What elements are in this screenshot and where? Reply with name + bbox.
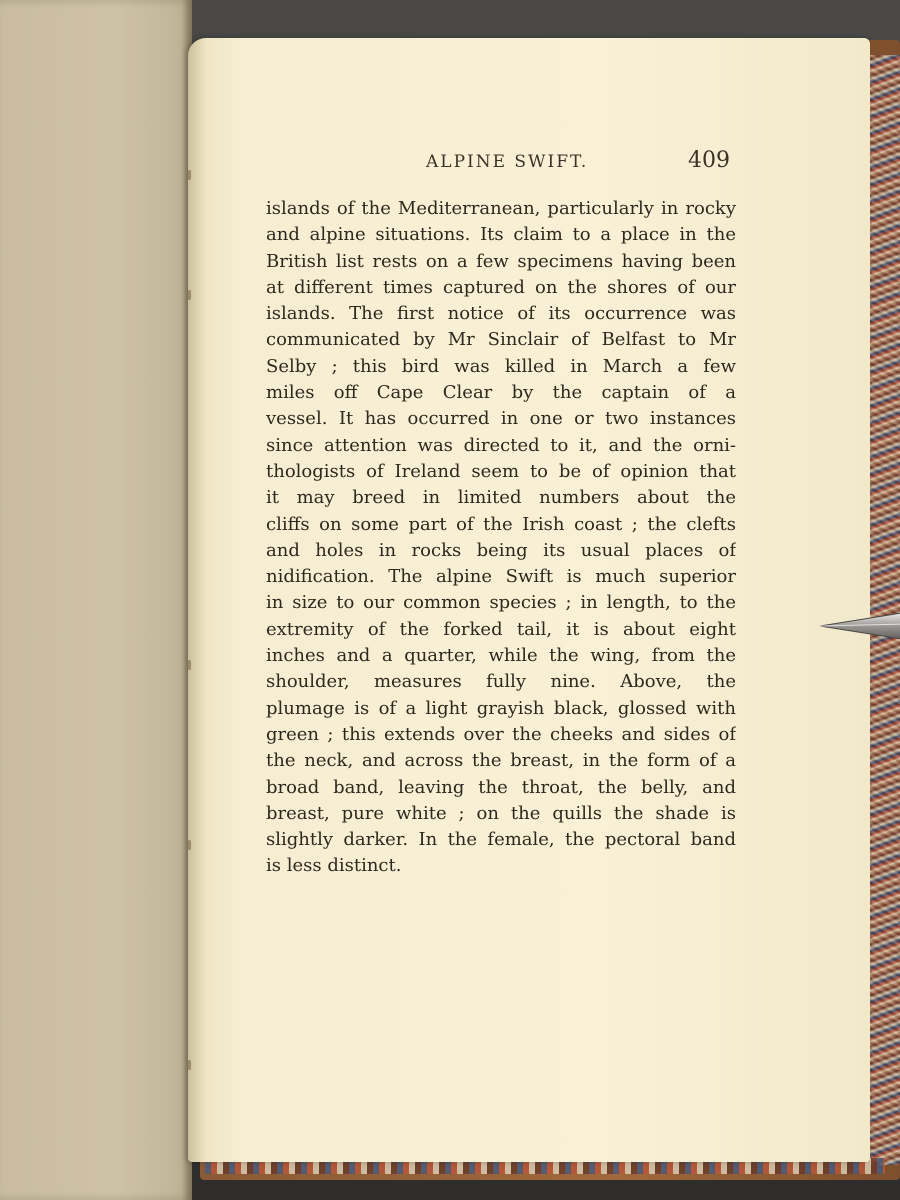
text-line: at different times captured on the shores of our: [266, 276, 736, 298]
text-line: shoulder, measures fully nine. Above, the: [266, 671, 736, 693]
text-line: slightly darker. In the female, the pectoral band: [266, 829, 736, 851]
stitch-hole: [188, 170, 191, 180]
text-line: is less distinct.: [266, 855, 402, 877]
text-line: islands of the Mediterranean, particularly in rocky: [266, 198, 736, 219]
text-line: inches and a quarter, while the wing, from the: [266, 645, 736, 667]
body-text: [266, 196, 736, 880]
text-line: since attention was directed to it, and the orni-: [266, 434, 736, 456]
letter-opener-icon: [818, 606, 900, 646]
text-line: broad band, leaving the throat, the belly, and: [266, 776, 736, 798]
text-line: the neck, and across the breast, in the form of a: [266, 750, 736, 772]
stitch-hole: [188, 660, 191, 670]
page-number: 409: [688, 148, 730, 173]
text-line: miles off Cape Clear by the captain of a: [266, 382, 736, 404]
text-line: in size to our common species ; in length, to the: [266, 592, 736, 614]
text-line: breast, pure white ; on the quills the shade is: [266, 802, 736, 824]
text-line: Selby ; this bird was killed in March a few: [266, 355, 736, 377]
text-line: British list rests on a few specimens having been: [266, 250, 736, 272]
left-page: [0, 0, 192, 1200]
text-line: green ; this extends over the cheeks and sides of: [266, 723, 736, 745]
text-line: cliffs on some part of the Irish coast ; the clefts: [266, 513, 736, 535]
text-line: nidification. The alpine Swift is much superior: [266, 566, 736, 588]
text-line: islands. The first notice of its occurrence was: [266, 303, 736, 325]
text-line: vessel. It has occurred in one or two instances: [266, 408, 736, 430]
text-line: plumage is of a light grayish black, glossed with: [266, 697, 736, 719]
text-line: and alpine situations. Its claim to a place in the: [266, 224, 736, 246]
text-line: extremity of the forked tail, it is about eight: [266, 618, 736, 640]
stitch-hole: [188, 840, 191, 850]
text-line: thologists of Ireland seem to be of opinion that: [266, 460, 736, 482]
text-line: and holes in rocks being its usual places of: [266, 539, 736, 561]
stitch-hole: [188, 1060, 191, 1070]
text-line: it may breed in limited numbers about the: [266, 487, 736, 509]
text-line: communicated by Mr Sinclair of Belfast to Mr: [266, 329, 736, 351]
running-head: ALPINE SWIFT.: [426, 152, 589, 172]
stitch-hole: [188, 290, 191, 300]
